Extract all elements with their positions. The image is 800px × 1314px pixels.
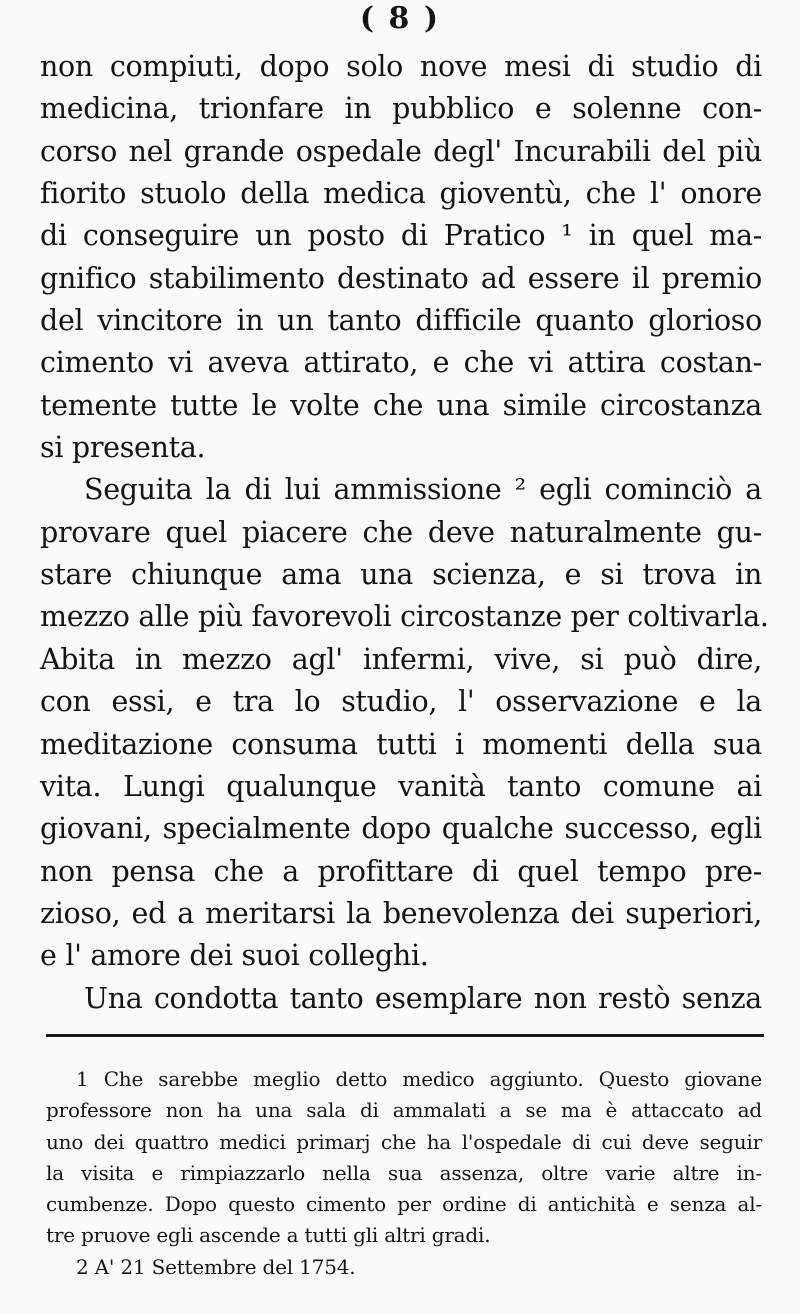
footnote-line: la visita e rimpiazzarlo nella sua assenza, oltre varie altre in- bbox=[46, 1160, 762, 1185]
footnote-divider bbox=[46, 1034, 764, 1037]
footnote-line: cumbenze. Dopo questo cimento per ordine di antichità e senza al- bbox=[46, 1192, 762, 1217]
footnotes bbox=[46, 1064, 762, 1283]
text-line: Una condotta tanto esemplare non restò senza bbox=[84, 981, 762, 1015]
text-line: fiorito stuolo della medica gioventù, che l' onore bbox=[40, 177, 762, 211]
text-line: stare chiunque ama una scienza, e si trova in bbox=[40, 558, 762, 592]
text-line: vita. Lungi qualunque vanità tanto comune ai bbox=[40, 769, 762, 803]
text-line: mezzo alle più favorevoli circostanze per coltivarla. bbox=[40, 600, 769, 634]
footnote-line: tre pruove egli ascende a tutti gli altri gradi. bbox=[46, 1223, 491, 1248]
main-text bbox=[40, 46, 769, 1020]
text-line: gnifico stabilimento destinato ad essere il premio bbox=[40, 261, 762, 295]
text-line: medicina, trionfare in pubblico e solenne con- bbox=[40, 92, 762, 126]
text-line: di conseguire un posto di Pratico ¹ in quel ma- bbox=[40, 219, 762, 253]
text-line: con essi, e tra lo studio, l' osservazione e la bbox=[40, 685, 762, 719]
text-line: si presenta. bbox=[40, 431, 206, 465]
text-line: non pensa che a profittare di quel tempo pre- bbox=[40, 854, 762, 888]
page-number: ( 8 ) bbox=[359, 1, 441, 36]
footnote-line: 1 Che sarebbe meglio detto medico aggiunto. Questo giovane bbox=[76, 1067, 762, 1091]
text-line: giovani, specialmente dopo qualche successo, egli bbox=[40, 812, 762, 846]
text-line: provare quel piacere che deve naturalmente gu- bbox=[40, 515, 762, 549]
text-line: corso nel grande ospedale degl' Incurabili del più bbox=[40, 134, 762, 168]
text-line: meditazione consuma tutti i momenti della sua bbox=[40, 727, 762, 761]
text-line: del vincitore in un tanto difficile quanto glorioso bbox=[40, 304, 762, 338]
footnote-line: 2 A' 21 Settembre del 1754. bbox=[76, 1254, 356, 1279]
footnote-line: professore non ha una sala di ammalati a se ma è attaccato ad bbox=[46, 1098, 762, 1123]
text-line: zioso, ed a meritarsi la benevolenza dei superiori, bbox=[40, 896, 762, 930]
footnote-line: uno dei quattro medici primarj che ha l'ospedale di cui deve seguir bbox=[46, 1129, 762, 1154]
text-line: non compiuti, dopo solo nove mesi di studio di bbox=[40, 50, 762, 83]
text-line: Abita in mezzo agl' infermi, vive, si può dire, bbox=[40, 642, 762, 676]
text-line: temente tutte le volte che una simile circostanza bbox=[40, 388, 762, 422]
text-line: Seguita la di lui ammissione ² egli cominciò a bbox=[84, 473, 762, 507]
text-line: e l' amore dei suoi colleghi. bbox=[40, 939, 429, 973]
text-line: cimento vi aveva attirato, e che vi attira costan- bbox=[40, 346, 762, 380]
